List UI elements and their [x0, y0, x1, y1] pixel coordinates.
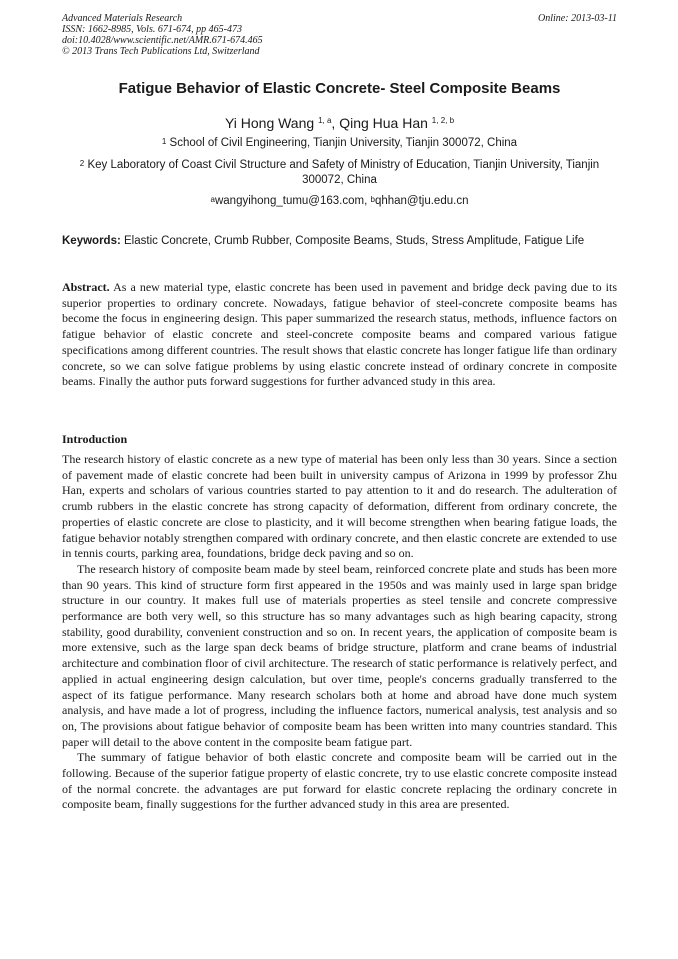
email-marker: b [370, 195, 375, 204]
author-superscript: 1, a [318, 116, 332, 125]
author-superscript: 1, 2, b [431, 116, 455, 125]
affiliation-text: Key Laboratory of Coast Civil Structure and Safety of Ministry of Education, Tianjin University, Tianjin 300072, China [87, 159, 600, 186]
abstract [62, 280, 617, 390]
affiliation-text: School of Civil Engineering, Tianjin University, Tianjin 300072, China [169, 137, 518, 149]
doi-line: doi:10.4028/www.scientific.net/AMR.671-674.465 [62, 35, 263, 46]
paragraph: The research history of elastic concrete as a new type of material has been only less than 30 years. Since a section of pavement made of elastic concrete had been built in university campus of Arizona in 1999 by professor Zhu Han, experts and scholars of various countries started to pay attention to it and do research. The adulteration of crumb rubbers in the elastic concrete has strong capacity of deformation, different from ordinary concrete, the properties of elastic concrete are close to plasticity, and it will become strengthen when bearing fatigue loads, the fatigue behavior notably strengthen compared with ordinary concrete, and then elastic concrete are extended to use in tennis courts, parking area, foundations, bridge deck paving and so on. [62, 452, 617, 561]
author-name: Yi Hong Wang [224, 115, 315, 131]
issn-line: ISSN: 1662-8985, Vols. 671-674, pp 465-473 [62, 24, 242, 35]
keywords-label: Keywords: [62, 235, 121, 247]
abstract-label: Abstract. [62, 280, 110, 294]
affiliation-marker: 1 [161, 137, 167, 146]
affiliation-marker: 2 [79, 159, 85, 168]
journal-header [62, 13, 617, 57]
section-heading: Introduction [62, 432, 128, 446]
paragraph: The research history of composite beam made by steel beam, reinforced concrete plate and studs has been more than 90 years. This kind of structure form first appeared in the 1950s and was mainly used in large span bridge structure in our country. It makes full use of materials properties as steel tensile and concrete compressive performance are both very well, so this structure has so many advantages such as high bearing capacity, strong stability, good durability, convenient construction and so on. In recent years, the application of composite beam is more extensive, such as the large span deck beams of bridge structure, platform and crane beams of industrial architecture and combination floor of civil architecture. The research of static performance is relatively perfect, and applied in actual engineering design calculation, but over time, people's concerns gradually transferred to the aspect of its fatigue performance. Many research scholars both at home and abroad have done much system analysis, and have made a lot of progress, including the influence factors, numerical analysis, test analysis and so on, The provisions about fatigue behavior of composite beam has been written into many countries standard. This paper will detail to the above content in the composite beam fatigue part. [62, 561, 617, 749]
abstract-text: As a new material type, elastic concrete has been used in pavement and bridge deck paving due to its superior properties to ordinary concrete. Nowadays, fatigue behavior of steel-concrete composite beams has become the focus in engineering design. This paper summarized the research status, methods, influence factors on fatigue behavior of elastic concrete and steel-concrete composite beams and compared various fatigue specifications among different countries. The result shows that elastic concrete has longer fatigue life than ordinary concrete, so we can solve fatigue problems by using elastic concrete instead of ordinary concrete in composite beams. Finally the author puts forward suggestions for further advanced study in this area. [62, 280, 618, 389]
keywords [62, 234, 617, 248]
paragraph: The summary of fatigue behavior of both elastic concrete and composite beam will be carried out in the following. Because of the superior fatigue property of elastic concrete, try to use elastic concrete composite instead of the normal concrete. the advantages are put forward for elastic concrete replacing the ordinary concrete in composite beam, finally suggestions for the further advanced study in this area are presented. [62, 750, 617, 812]
online-date: Online: 2013-03-11 [538, 13, 617, 24]
affiliation [62, 136, 617, 151]
journal-name: Advanced Materials Research [62, 13, 183, 24]
email-address: qhhan@tju.edu.cn [374, 195, 469, 207]
author-name: Qing Hua Han [339, 115, 428, 131]
paper-title: Fatigue Behavior of Elastic Concrete- Steel Composite Beams [118, 80, 561, 97]
email-marker: a [210, 195, 215, 204]
email-address: wangyihong_tumu@163.com [214, 195, 365, 207]
keywords-text: Elastic Concrete, Crumb Rubber, Composite Beams, Studs, Stress Amplitude, Fatigue Life [124, 235, 585, 247]
affiliation [62, 158, 617, 188]
author-list: Yi Hong Wang $^{1, a}$, Qing Hua Han $^{1, 2, b}$ [224, 115, 455, 131]
copyright-line: © 2013 Trans Tech Publications Ltd, Switzerland [62, 46, 260, 57]
email-line: $^a$wangyihong_tumu@163.com, $^b$qhhan@tju.edu.cn [210, 195, 469, 207]
body-text [62, 452, 617, 813]
